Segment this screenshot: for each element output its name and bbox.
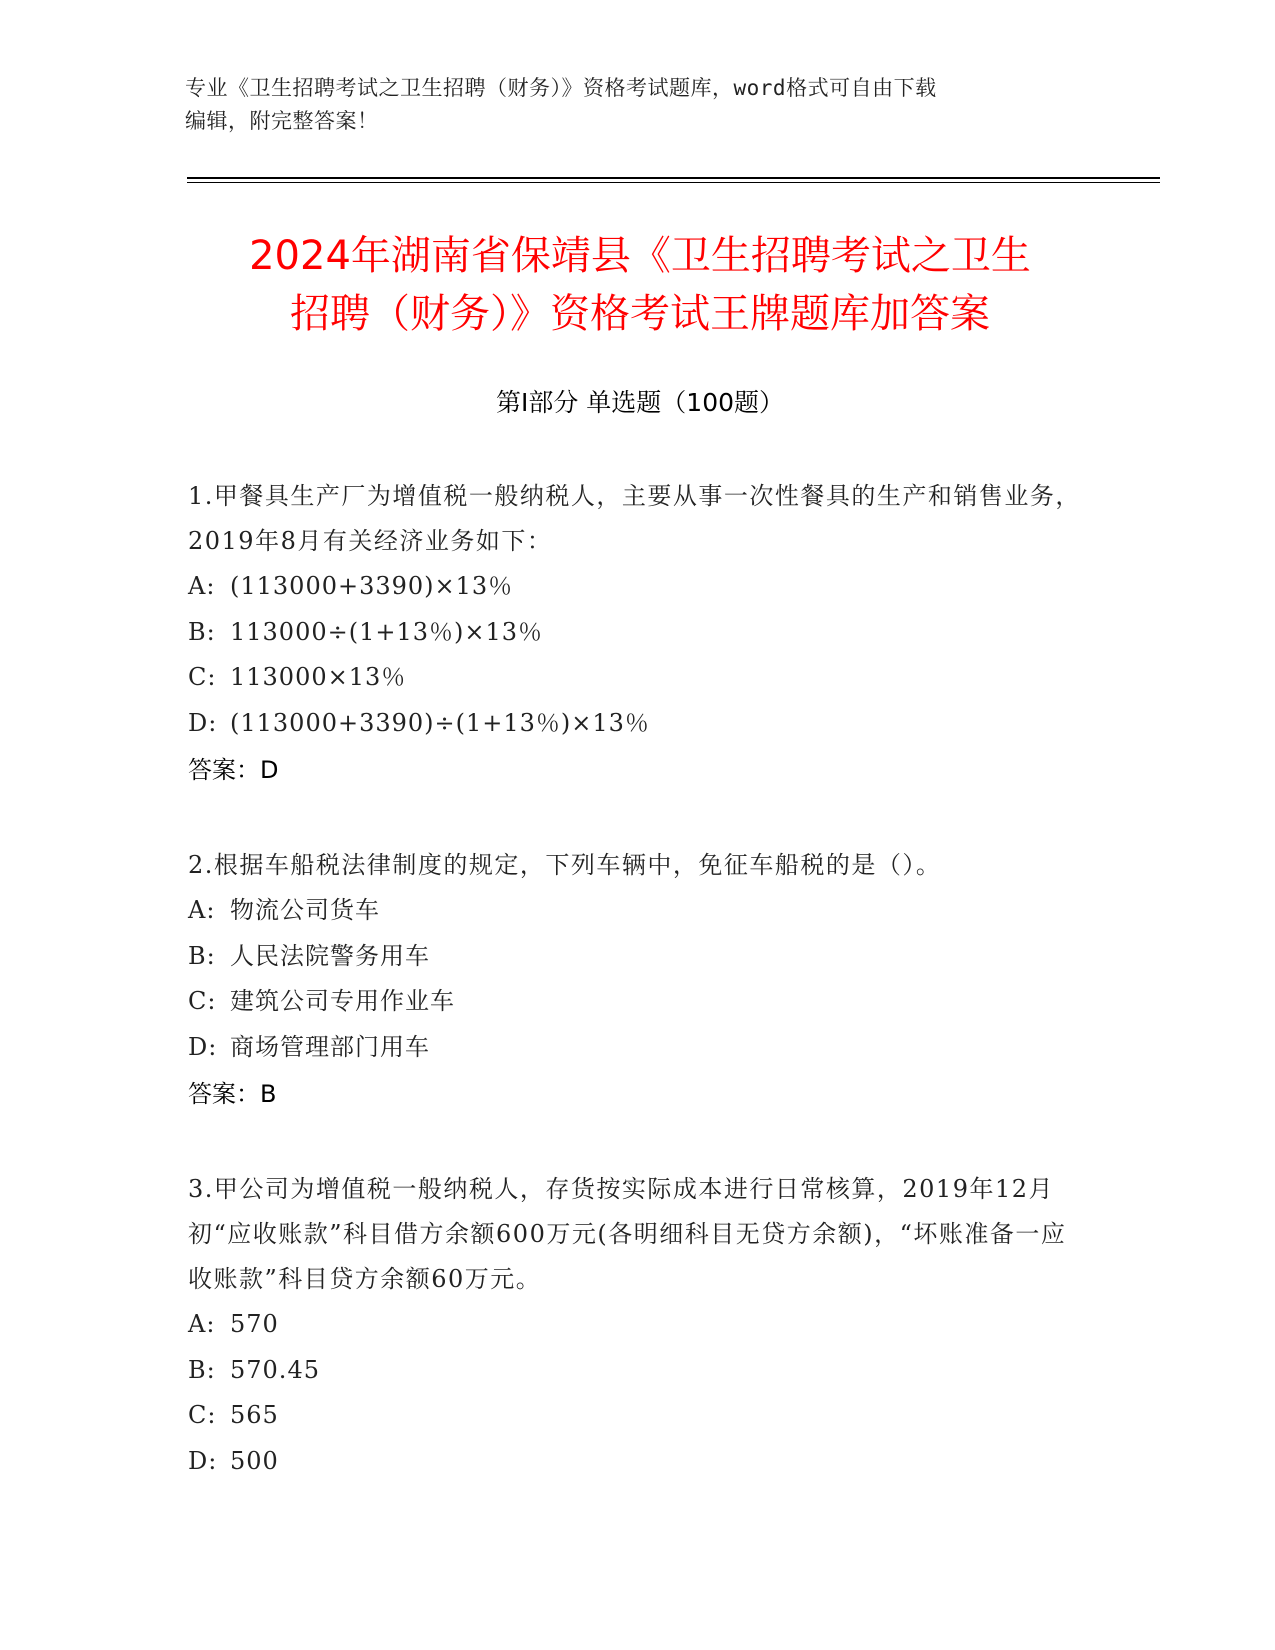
option-text: 570.45 <box>230 1355 320 1384</box>
option-text: 商场管理部门用车 <box>230 1032 430 1061</box>
option-text: (113000+3390)÷(1+13％)×13％ <box>230 708 650 737</box>
option-label: D: <box>188 1446 218 1475</box>
option-label: D: <box>188 708 218 737</box>
option-text: 建筑公司专用作业车 <box>230 987 455 1015</box>
option-text: 565 <box>230 1401 279 1429</box>
option-c <box>188 655 1088 701</box>
option-d <box>188 701 1088 747</box>
header-rule-thin <box>187 182 1160 183</box>
option-label: B: <box>188 617 216 646</box>
option-text: 113000×13％ <box>230 663 407 691</box>
answer-line: 答案：D <box>188 756 279 784</box>
document-title-line-1: 2024年湖南省保靖县《卫生招聘考试之卫生 <box>249 233 1031 279</box>
question-stem: 1.甲餐具生产厂为增值税一般纳税人，主要从事一次性餐具的生产和销售业务，2019年8月有关经济业务如下： <box>188 482 1081 555</box>
question-stem: 2.根据车船税法律制度的规定，下列车辆中，免征车船税的是（）。 <box>188 851 942 879</box>
option-a <box>188 888 1088 934</box>
option-text: 570 <box>230 1310 279 1338</box>
option-b <box>188 934 1088 980</box>
option-label: D: <box>188 1032 218 1061</box>
option-text: (113000+3390)×13％ <box>230 572 514 600</box>
section-title: 第I部分 单选题（100题） <box>495 388 785 417</box>
question-1 <box>188 474 1088 794</box>
question-2 <box>188 843 1088 1118</box>
option-b <box>188 1348 1088 1394</box>
document-title-line-2: 招聘（财务）》资格考试王牌题库加答案 <box>290 291 990 337</box>
option-d <box>188 1439 1088 1485</box>
question-stem: 3.甲公司为增值税一般纳税人，存货按实际成本进行日常核算，2019年12月初“应收账款”科目借方余额600万元(各明细科目无贷方余额)，“坏账准备一应收账款”科目贷方余额60万元。 <box>188 1175 1067 1293</box>
question-3 <box>188 1167 1088 1484</box>
option-label: A: <box>188 572 216 600</box>
option-c <box>188 1393 1088 1439</box>
option-a <box>188 564 1088 610</box>
option-d <box>188 1025 1088 1071</box>
option-text: 人民法院警务用车 <box>230 941 430 970</box>
option-label: C: <box>188 1401 217 1429</box>
header-note-line-1: 专业《卫生招聘考试之卫生招聘（财务）》资格考试题库，word格式可自由下载 <box>185 76 937 100</box>
option-c <box>188 979 1088 1025</box>
option-b <box>188 610 1088 656</box>
option-label: C: <box>188 987 217 1015</box>
option-label: C: <box>188 663 217 691</box>
option-label: B: <box>188 1355 216 1384</box>
option-text: 113000÷(1+13％)×13％ <box>230 617 544 646</box>
answer-line: 答案：B <box>188 1080 277 1108</box>
option-text: 物流公司货车 <box>230 896 380 924</box>
option-label: B: <box>188 941 216 970</box>
option-label: A: <box>188 896 216 924</box>
option-label: A: <box>188 1310 216 1338</box>
option-a <box>188 1302 1088 1348</box>
option-text: 500 <box>230 1446 279 1475</box>
document-title <box>150 227 1130 343</box>
question-list <box>188 474 1088 1533</box>
header-rule-thick <box>187 177 1160 179</box>
header-note-line-2: 编辑，附完整答案！ <box>185 109 379 133</box>
header-note <box>185 72 1085 138</box>
